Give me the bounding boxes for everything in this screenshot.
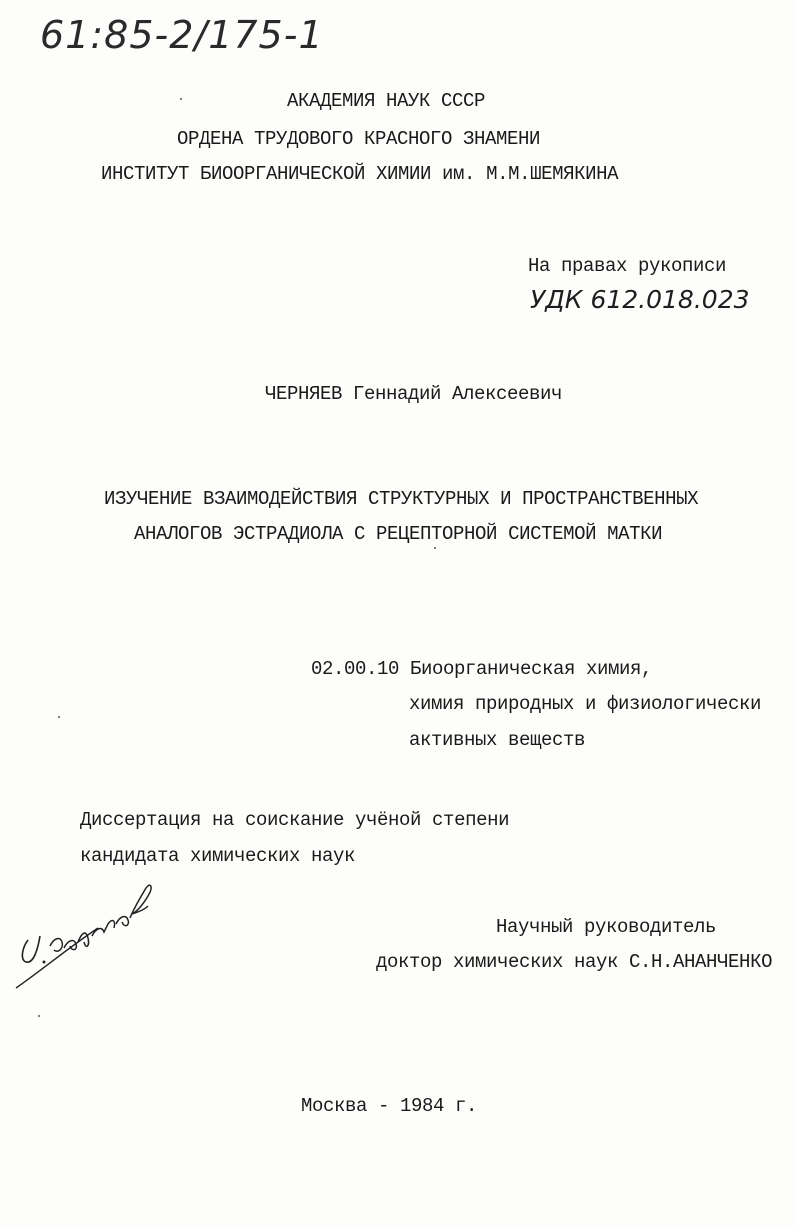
scan-speck [180, 98, 182, 100]
header-order: ОРДЕНА ТРУДОВОГО КРАСНОГО ЗНАМЕНИ [177, 128, 541, 150]
header-academy: АКАДЕМИЯ НАУК СССР [287, 90, 486, 112]
specialty-line-3: активных веществ [409, 729, 586, 751]
title-line-1: ИЗУЧЕНИЕ ВЗАИМОДЕЙСТВИЯ СТРУКТУРНЫХ И ПРОСТРАНСТВЕННЫХ [104, 488, 699, 510]
archive-code: 61:85-2/175-1 [40, 13, 324, 57]
degree-line-2: кандидата химических наук [80, 845, 356, 867]
author-name: ЧЕРНЯЕВ Геннадий Алексеевич [265, 383, 563, 405]
udk-code: УДК 612.018.023 [530, 285, 750, 314]
specialty-line-2: химия природных и физиологически [409, 693, 762, 715]
title-line-2: АНАЛОГОВ ЭСТРАДИОЛА С РЕЦЕПТОРНОЙ СИСТЕМОЙ МАТКИ [134, 523, 663, 545]
scan-speck [58, 716, 60, 718]
author-signature [8, 878, 168, 998]
place-year: Москва - 1984 г. [301, 1095, 478, 1117]
supervisor-name: доктор химических наук С.Н.АНАНЧЕНКО [376, 951, 773, 973]
degree-line-1: Диссертация на соискание учёной степени [80, 809, 510, 831]
scan-speck [38, 1015, 40, 1017]
manuscript-rights: На правах рукописи [528, 255, 727, 277]
specialty-code: 02.00.10 Биоорганическая химия, [311, 658, 653, 680]
scan-speck [434, 547, 436, 549]
supervisor-label: Научный руководитель [496, 916, 717, 938]
header-institute: ИНСТИТУТ БИООРГАНИЧЕСКОЙ ХИМИИ им. М.М.ШЕМЯКИНА [101, 163, 619, 185]
